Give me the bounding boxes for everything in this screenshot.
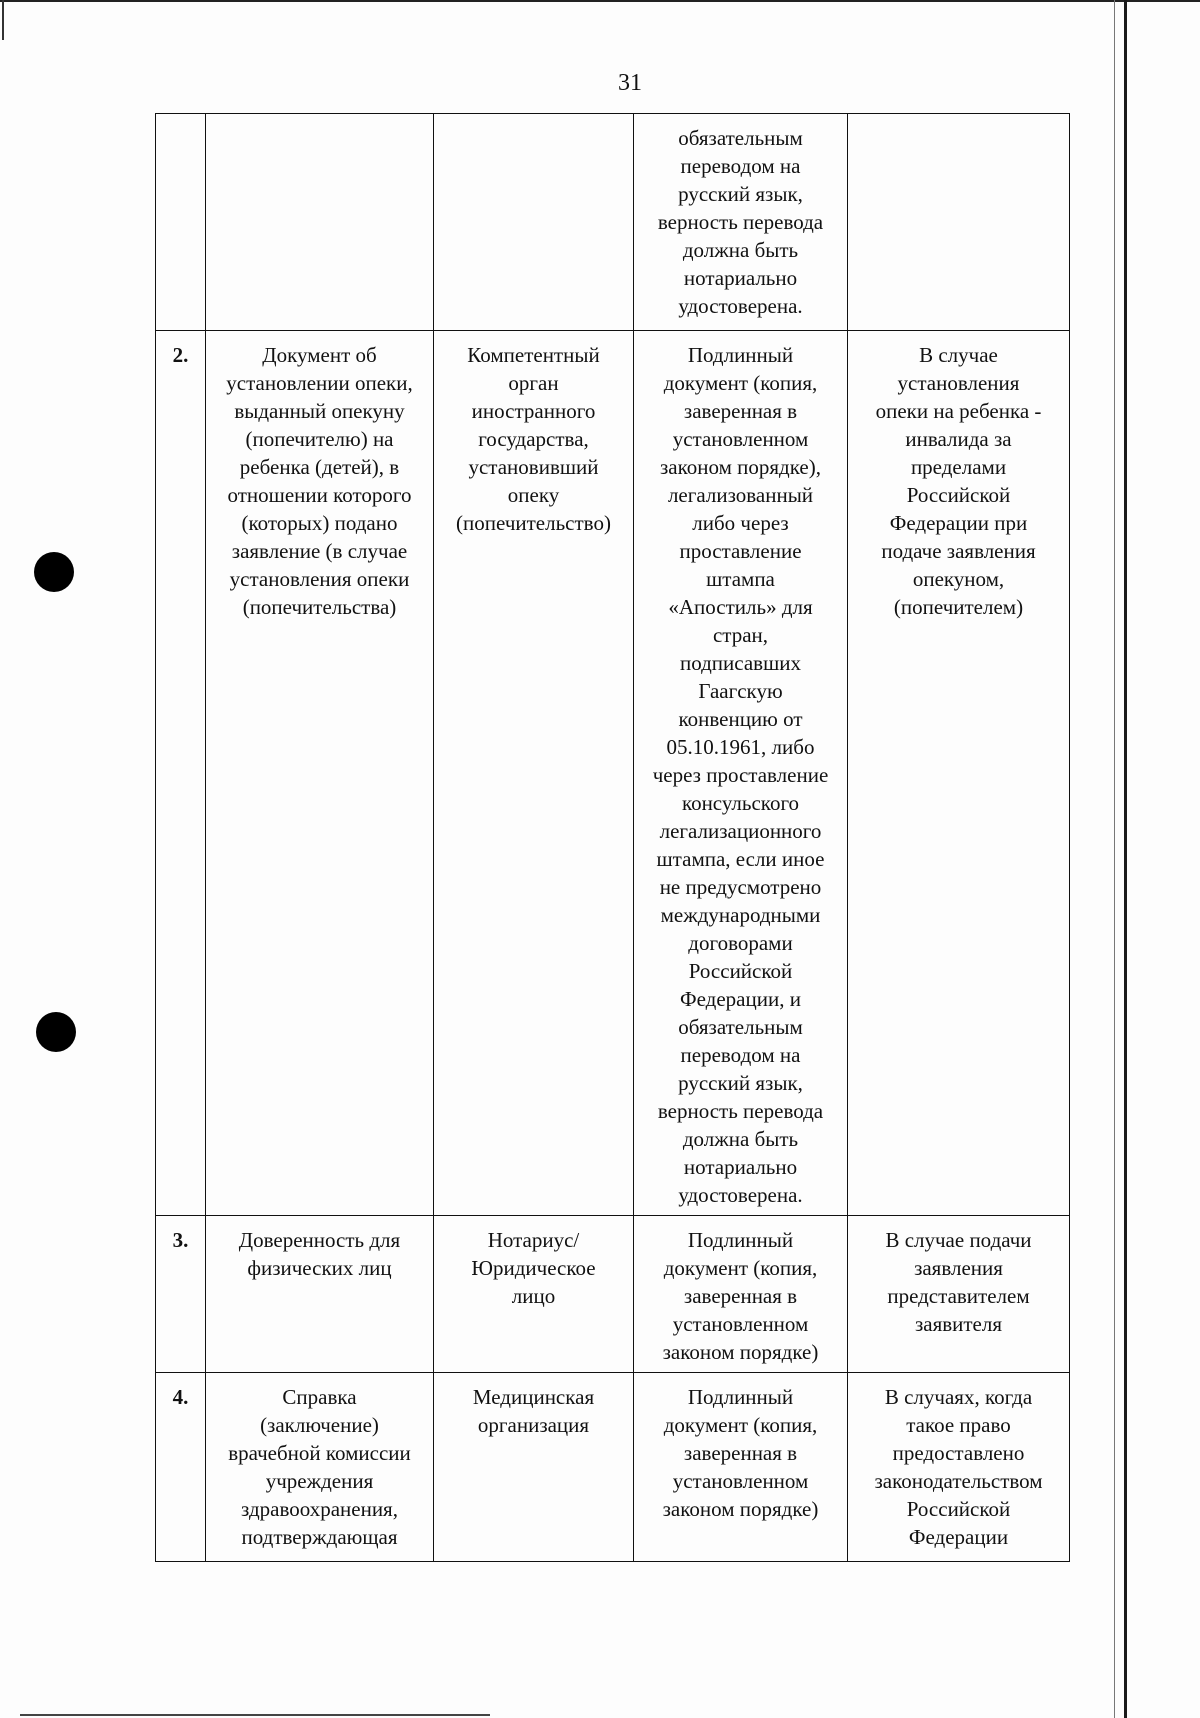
row-number-cell: 2.	[156, 331, 206, 1216]
document-name-cell: Документ об установлении опеки, выданный опекуну (попечителю) на ребенка (детей), в отношении которого (которых) подано заявление (в случае установления опеки (попечительства)	[206, 331, 434, 1216]
document-form-cell: Подлинный документ (копия, заверенная в установленном законом порядке)	[634, 1373, 848, 1562]
table-row	[156, 331, 1070, 1216]
note-cell: В случае установления опеки на ребенка - инвалида за пределами Российской Федерации при подаче заявления опекуном, (попечителем)	[848, 331, 1070, 1216]
document-name-cell	[206, 114, 434, 331]
scan-edge-right	[1124, 0, 1127, 1718]
document-name-cell: Доверенность для физических лиц	[206, 1216, 434, 1373]
punch-hole-mark	[34, 552, 74, 592]
document-form-cell: Подлинный документ (копия, заверенная в установленном законом порядке)	[634, 1216, 848, 1373]
table-row	[156, 1216, 1070, 1373]
scan-binding-line	[1114, 0, 1115, 1718]
page-number: 31	[618, 70, 642, 96]
documents-table	[155, 113, 1070, 1562]
document-form-cell: обязательным переводом на русский язык, верность перевода должна быть нотариально удостоверена.	[634, 114, 848, 331]
table-row	[156, 1373, 1070, 1562]
scan-edge-top	[0, 0, 1200, 2]
issuer-cell: Нотариус/ Юридическое лицо	[434, 1216, 634, 1373]
scan-edge-left	[2, 0, 4, 40]
issuer-cell: Компетентный орган иностранного государства, установивший опеку (попечительство)	[434, 331, 634, 1216]
issuer-cell: Медицинская организация	[434, 1373, 634, 1562]
note-cell: В случае подачи заявления представителем заявителя	[848, 1216, 1070, 1373]
document-name-cell: Справка (заключение) врачебной комиссии учреждения здравоохранения, подтверждающая	[206, 1373, 434, 1562]
row-number-cell: 3.	[156, 1216, 206, 1373]
issuer-cell	[434, 114, 634, 331]
scan-edge-bottom	[20, 1714, 490, 1716]
row-number-cell	[156, 114, 206, 331]
row-number-cell: 4.	[156, 1373, 206, 1562]
punch-hole-mark	[36, 1012, 76, 1052]
note-cell: В случаях, когда такое право предоставлено законодательством Российской Федерации	[848, 1373, 1070, 1562]
document-form-cell: Подлинный документ (копия, заверенная в установленном законом порядке), легализованный либо через проставление штампа «Апостиль» для стран, подписавших Гаагскую конвенцию от 05.10.1961, либо через проставление консульского легализационного штампа, если иное не предусмотрено международными договорами Российской Федерации, и обязательным переводом на русский язык, верность перевода должна быть нотариально удостоверена.	[634, 331, 848, 1216]
table-row	[156, 114, 1070, 331]
note-cell	[848, 114, 1070, 331]
